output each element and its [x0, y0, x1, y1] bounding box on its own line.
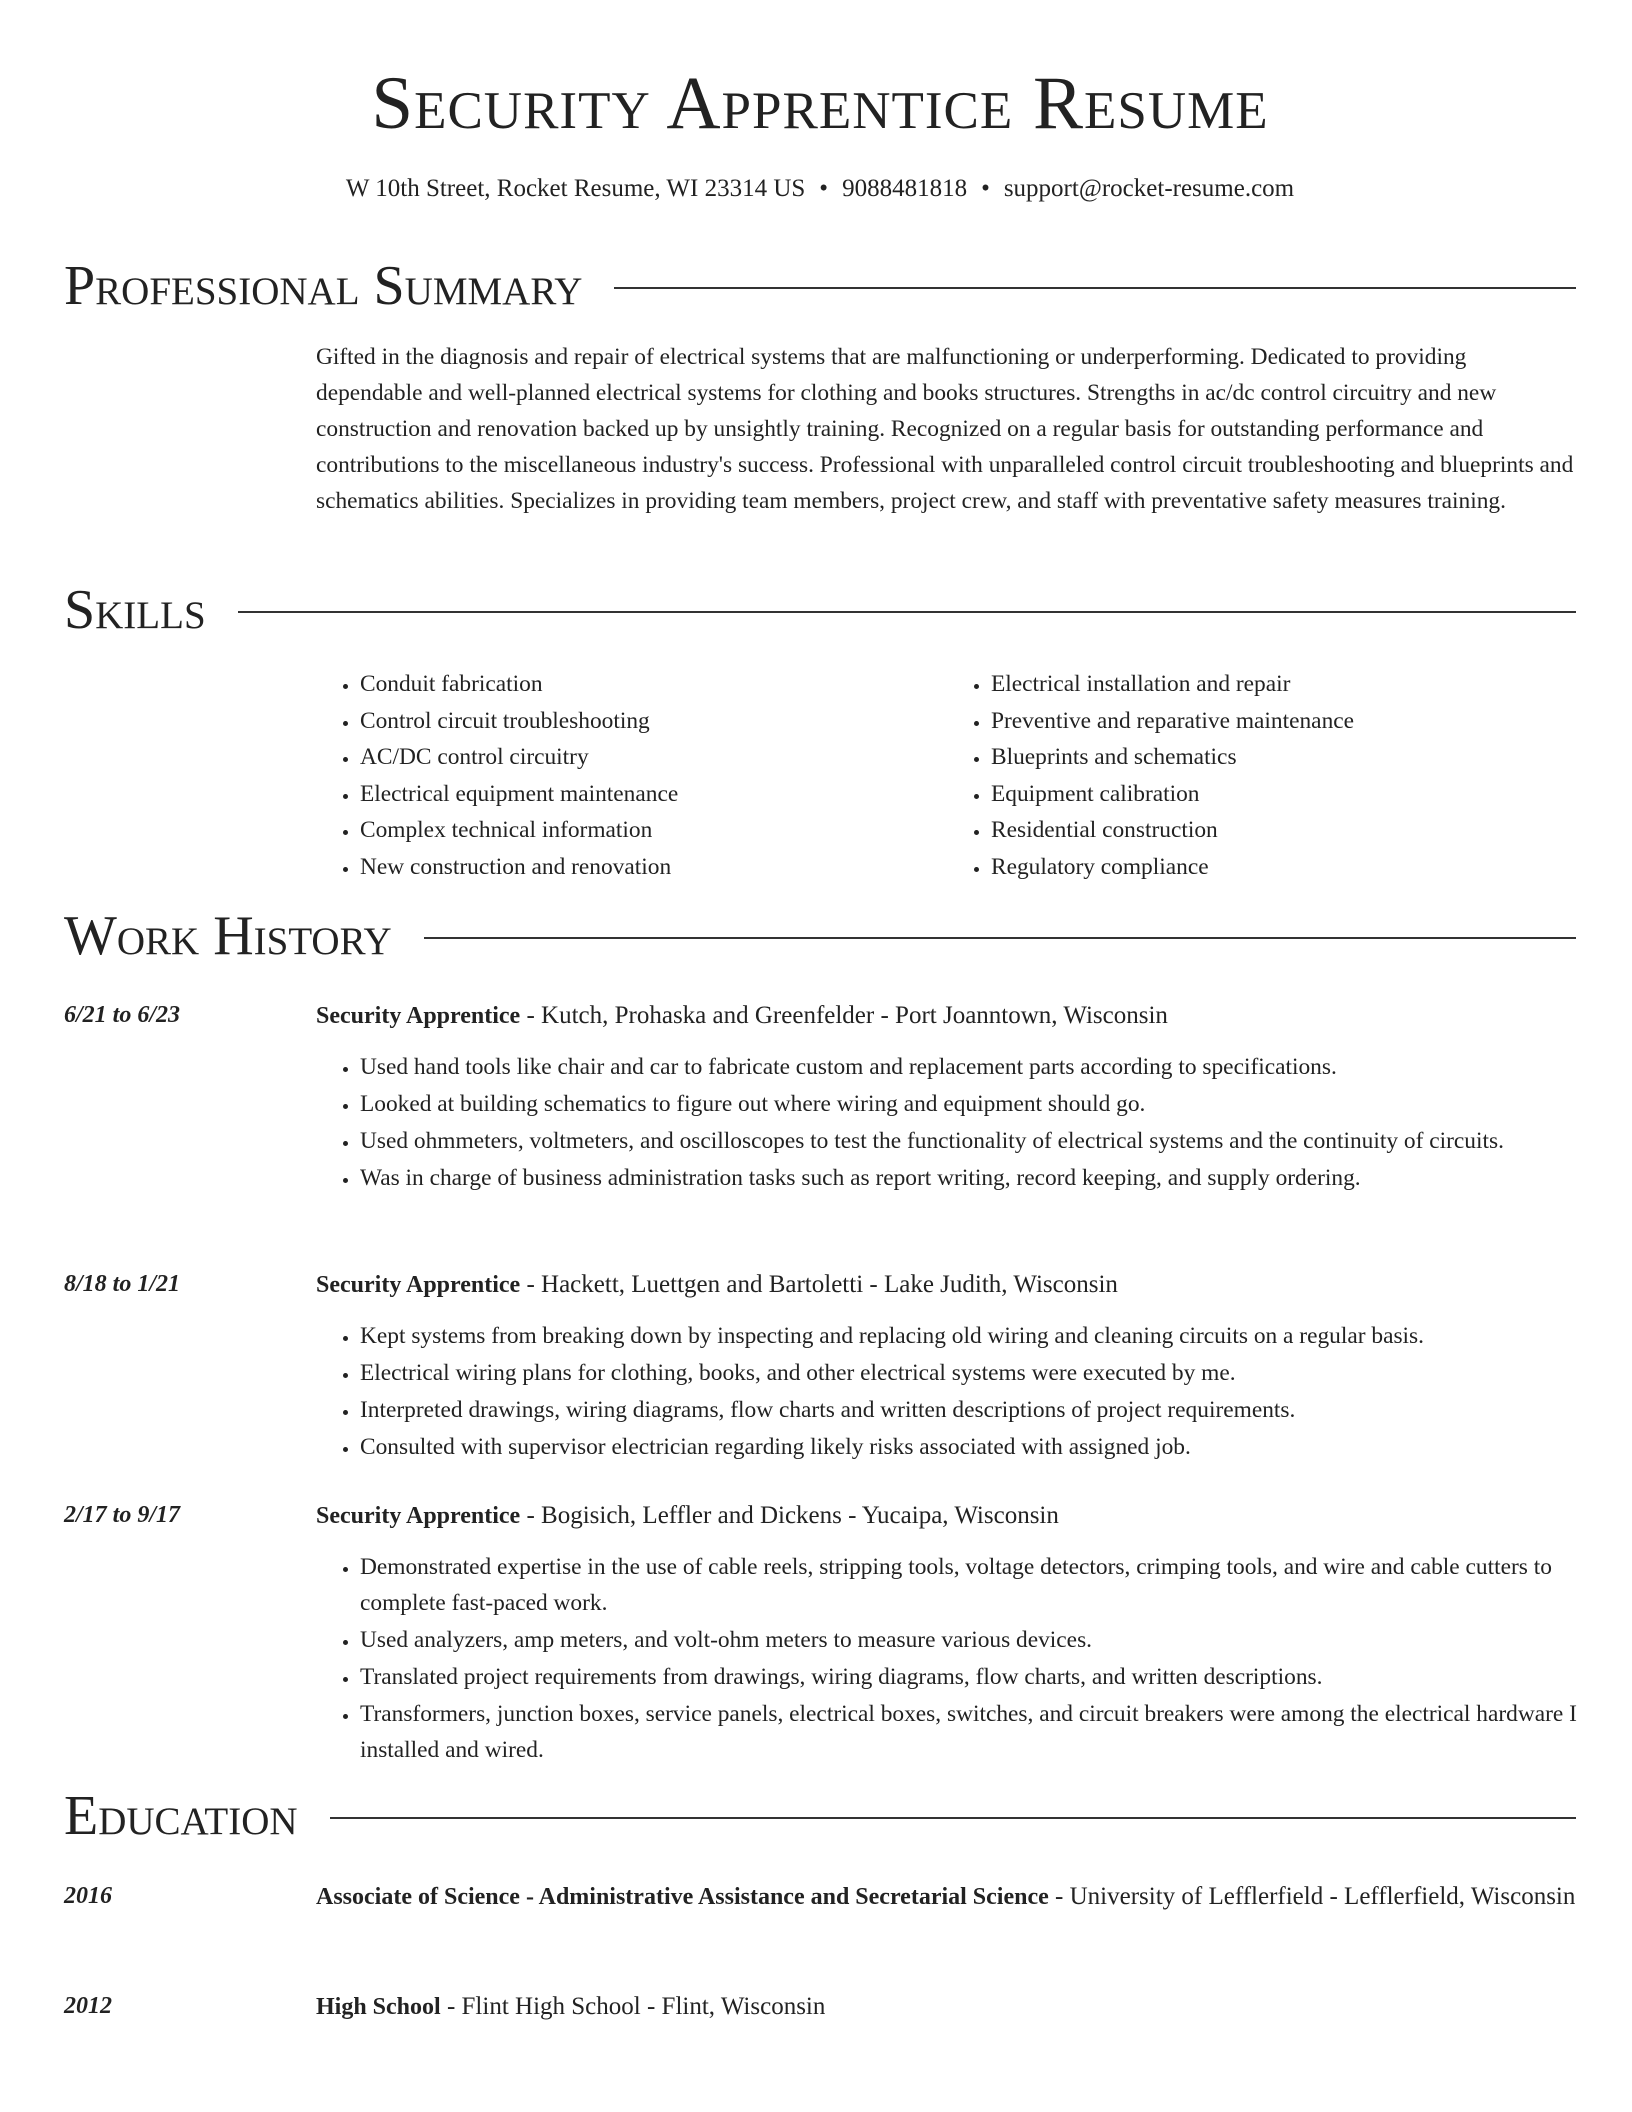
job-date: 6/21 to 6/23 [64, 1002, 181, 1028]
education-date: 2012 [64, 1993, 112, 2019]
contact-separator: • [819, 175, 829, 202]
education-date: 2016 [64, 1883, 112, 1909]
education-section-header [64, 1784, 1576, 1848]
skill-item: • Residential construction [991, 812, 1566, 849]
section-divider [238, 611, 1576, 613]
contact-address: W 10th Street, Rocket Resume, WI 23314 US [345, 175, 806, 202]
section-heading-summary: Professional Summary [64, 255, 583, 317]
job-bullets [316, 1549, 1578, 1769]
section-heading-work: Work History [64, 905, 392, 967]
education-degree: Associate of Science - Administrative Assistance and Secretarial Science [316, 1884, 1049, 1910]
job-headline [316, 1497, 1578, 1535]
skills-column-left [316, 666, 935, 886]
contact-separator: • [981, 175, 990, 202]
work-section-header [64, 904, 1576, 968]
section-divider [614, 287, 1576, 289]
skills-column-right [947, 666, 1566, 886]
summary-section-header [64, 254, 1576, 318]
skill-item: • AC/DC control circuitry [360, 739, 935, 776]
job-bullet: • Transformers, junction boxes, service panels, electrical boxes, switches, and circuit breakers were among the electrical hardware I installed and wired. [360, 1696, 1578, 1768]
section-heading-education: Education [64, 1785, 298, 1847]
skill-item: • Conduit fabrication [360, 666, 935, 703]
section-heading-skills: Skills [64, 579, 206, 641]
job-bullet: • Translated project requirements from drawings, wiring diagrams, flow charts, and written descriptions. [360, 1659, 1578, 1695]
skill-item: • New construction and renovation [360, 849, 935, 886]
skill-item: • Electrical equipment maintenance [360, 776, 935, 813]
skills-section-header [64, 578, 1576, 642]
education-details: - University of Lefflerfield - Lefflerfield, Wisconsin [1048, 1883, 1576, 1910]
job-details: - Kutch, Prohaska and Greenfelder - Port Joanntown, Wisconsin [520, 1002, 1168, 1029]
contact-email: support@rocket-resume.com [1003, 175, 1295, 202]
education-headline [316, 1988, 1578, 2026]
job-bullet: • Used hand tools like chair and car to fabricate custom and replacement parts according to specifications. [360, 1049, 1578, 1085]
job-role: Security Apprentice [316, 1003, 521, 1029]
skills-list [316, 666, 1578, 886]
job-bullet: • Electrical wiring plans for clothing, books, and other electrical systems were executed by me. [360, 1355, 1578, 1391]
section-divider [330, 1817, 1576, 1819]
contact-line [64, 172, 1576, 206]
job-bullet: • Used analyzers, amp meters, and volt-ohm meters to measure various devices. [360, 1622, 1578, 1658]
skill-item: • Control circuit troubleshooting [360, 703, 935, 740]
job-role: Security Apprentice [316, 1503, 521, 1529]
skill-item: • Regulatory compliance [991, 849, 1566, 886]
job-bullet: • Interpreted drawings, wiring diagrams, flow charts and written descriptions of project requirements. [360, 1392, 1578, 1428]
education-details: - Flint High School - Flint, Wisconsin [440, 1993, 826, 2020]
job-role: Security Apprentice [316, 1272, 521, 1298]
job-bullet: • Kept systems from breaking down by inspecting and replacing old wiring and cleaning circuits on a regular basis. [360, 1318, 1578, 1354]
job-bullets [316, 1049, 1578, 1197]
resume-page [64, 0, 1577, 2020]
job-date: 8/18 to 1/21 [64, 1271, 181, 1297]
job-details: - Hackett, Luettgen and Bartoletti - Lake Judith, Wisconsin [520, 1271, 1118, 1298]
job-bullet: • Demonstrated expertise in the use of cable reels, stripping tools, voltage detectors, crimping tools, and wire and cable cutters to complete fast-paced work. [360, 1549, 1578, 1621]
job-headline [316, 1266, 1578, 1304]
job-bullets [316, 1318, 1578, 1466]
skill-item: • Complex technical information [360, 812, 935, 849]
summary-text: Gifted in the diagnosis and repair of electrical systems that are malfunctioning or underperforming. Dedicated to providing dependable and well-planned electrical systems for clothing and books structures. Strengths in ac/dc control circuitry and new construction and renovation backed up by unsightly training. Recognized on a regular basis for outstanding performance and contributions to the miscellaneous industry's success. Professional with unparalleled control circuit troubleshooting and blueprints and schematics abilities. Specializes in providing team members, project crew, and staff with preventative safety measures training. [316, 344, 1574, 514]
skill-item: • Preventive and reparative maintenance [991, 703, 1566, 740]
job-bullet: • Consulted with supervisor electrician regarding likely risks associated with assigned job. [360, 1429, 1578, 1465]
education-degree: High School [316, 1994, 441, 2020]
resume-title: Security Apprentice Resume [371, 62, 1269, 145]
contact-phone: 9088481818 [842, 175, 968, 202]
education-headline [316, 1878, 1578, 1916]
job-bullet: • Was in charge of business administration tasks such as report writing, record keeping, and supply ordering. [360, 1160, 1578, 1196]
skill-item: • Equipment calibration [991, 776, 1566, 813]
job-date: 2/17 to 9/17 [64, 1502, 181, 1528]
section-divider [424, 937, 1576, 939]
job-details: - Bogisich, Leffler and Dickens - Yucaipa, Wisconsin [520, 1502, 1059, 1529]
skill-item: • Electrical installation and repair [991, 666, 1566, 703]
job-bullet: • Used ohmmeters, voltmeters, and oscilloscopes to test the functionality of electrical systems and the continuity of circuits. [360, 1123, 1578, 1159]
job-bullet: • Looked at building schematics to figure out where wiring and equipment should go. [360, 1086, 1578, 1122]
job-headline [316, 997, 1578, 1035]
skill-item: • Blueprints and schematics [991, 739, 1566, 776]
